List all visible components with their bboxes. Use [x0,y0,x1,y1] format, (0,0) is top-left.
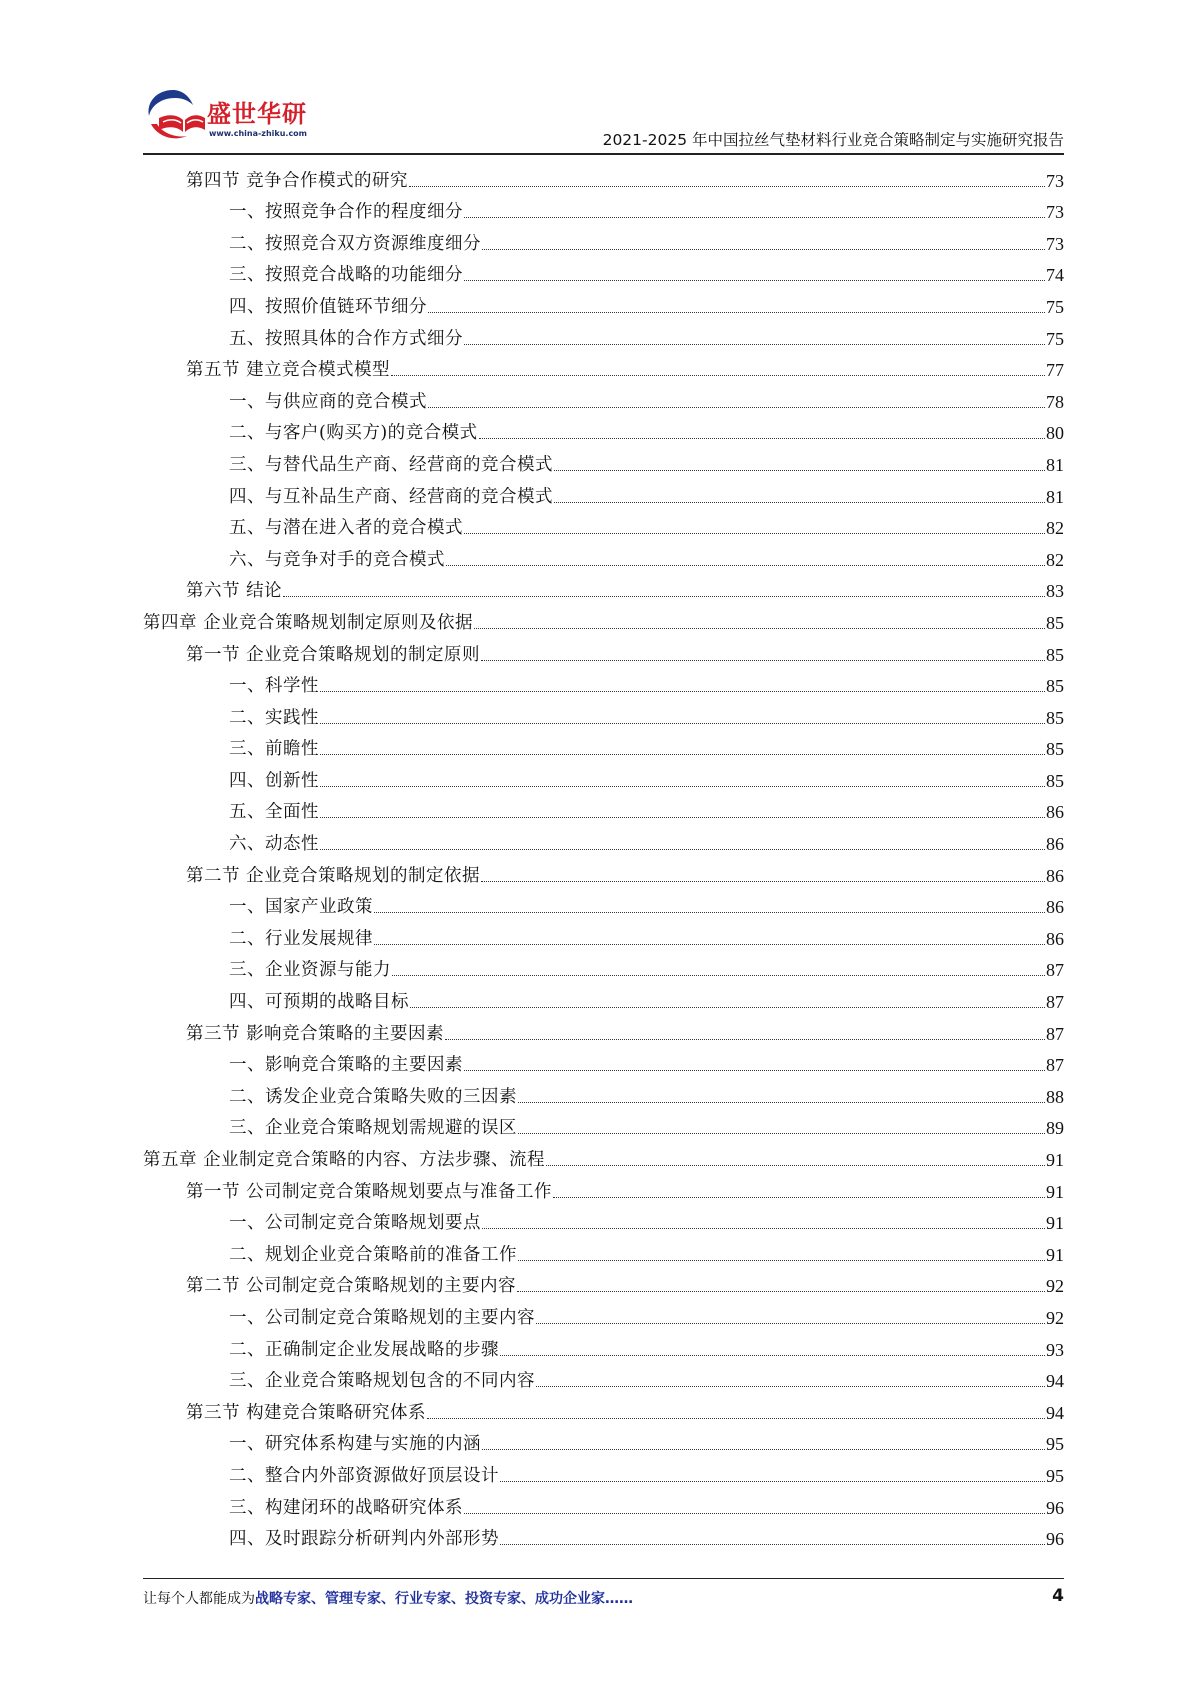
toc-entry[interactable] [143,981,1064,1013]
toc-entry-label: 二、与客户(购买方)的竞合模式 [229,423,478,444]
toc-entry-page: 94 [1046,1371,1064,1392]
toc-entry[interactable] [143,1013,1064,1045]
toc-entry[interactable] [143,255,1064,287]
toc-entry-label: 三、企业竞合策略规划需规避的误区 [229,1118,517,1139]
toc-entry[interactable] [143,381,1064,413]
toc-leader-dots [320,754,1045,755]
toc-entry[interactable] [143,887,1064,919]
toc-leader-dots [374,944,1045,945]
toc-entry[interactable] [143,1424,1064,1456]
toc-entry-label: 第四节 竞争合作模式的研究 [186,170,409,191]
toc-entry-label: 第四章 企业竞合策略规划制定原则及依据 [143,612,474,633]
toc-entry[interactable] [143,350,1064,382]
toc-leader-dots [464,344,1045,345]
toc-entry-label: 二、规划企业竞合策略前的准备工作 [229,1244,517,1265]
brand-name: 盛世华研 [207,100,307,128]
toc-entry-page: 81 [1046,486,1064,507]
toc-entry-page: 96 [1046,1497,1064,1518]
toc-entry[interactable] [143,666,1064,698]
toc-entry[interactable] [143,1203,1064,1235]
toc-entry-label: 第五章 企业制定竞合策略的内容、方法步骤、流程 [143,1150,546,1170]
toc-entry-page: 82 [1046,549,1064,570]
toc-leader-dots [518,1260,1045,1261]
toc-entry-page: 77 [1046,360,1064,381]
toc-leader-dots [481,881,1045,882]
toc-leader-dots [391,375,1045,376]
table-of-contents [143,160,1064,1550]
toc-entry-page: 81 [1046,454,1064,475]
toc-entry-label: 第二节 企业竞合策略规划的制定依据 [186,865,481,886]
toc-entry-label: 第三节 构建竞合策略研究体系 [186,1402,427,1423]
footer-slogan-prefix: 让每个人都能成为 [143,1591,255,1607]
toc-entry[interactable] [143,508,1064,540]
toc-entry[interactable] [143,413,1064,445]
toc-leader-dots [428,312,1045,313]
toc-leader-dots [518,1133,1045,1134]
toc-leader-dots [517,1291,1045,1292]
toc-entry-label: 第六节 结论 [186,581,283,602]
toc-leader-dots [482,1228,1045,1229]
toc-entry-label: 一、科学性 [229,676,319,697]
toc-leader-dots [409,186,1045,187]
toc-entry-page: 92 [1046,1307,1064,1328]
toc-leader-dots [479,438,1045,439]
toc-entry[interactable] [143,697,1064,729]
toc-entry[interactable] [143,1266,1064,1298]
toc-entry-label: 二、整合内外部资源做好顶层设计 [229,1465,499,1486]
toc-leader-dots [320,691,1045,692]
toc-entry[interactable] [143,1171,1064,1203]
report-title: 2021-2025 年中国拉丝气垫材料行业竞合策略制定与实施研究报告 [602,131,1064,149]
toc-entry-label: 一、按照竞争合作的程度细分 [229,202,463,223]
toc-entry-label: 二、按照竞合双方资源维度细分 [229,233,481,254]
toc-entry-label: 六、与竞争对手的竞合模式 [229,549,445,570]
toc-entry[interactable] [143,792,1064,824]
toc-entry-page: 92 [1046,1276,1064,1297]
toc-entry-page: 91 [1046,1244,1064,1265]
toc-entry-label: 一、与供应商的竞合模式 [229,391,427,412]
toc-entry-label: 第一节 公司制定竞合策略规划要点与准备工作 [186,1181,553,1202]
toc-entry-label: 五、与潜在进入者的竞合模式 [229,518,463,539]
header-divider [143,153,1064,155]
toc-entry-label: 一、公司制定竞合策略规划的主要内容 [229,1307,535,1328]
toc-entry[interactable] [143,1108,1064,1140]
toc-entry[interactable] [143,1139,1064,1171]
toc-leader-dots [474,628,1045,629]
toc-entry-label: 四、可预期的战略目标 [229,992,409,1013]
toc-entry-page: 93 [1046,1339,1064,1360]
toc-leader-dots [445,1039,1045,1040]
toc-leader-dots [464,1070,1045,1071]
toc-entry[interactable] [143,1455,1064,1487]
toc-entry-page: 73 [1046,202,1064,223]
toc-leader-dots [392,975,1045,976]
toc-leader-dots [518,1102,1045,1103]
toc-entry-page: 85 [1046,644,1064,665]
toc-leader-dots [500,1544,1045,1545]
toc-entry[interactable] [143,1076,1064,1108]
toc-entry[interactable] [143,1329,1064,1361]
logo-emblem-icon [143,84,207,146]
toc-leader-dots [410,1007,1045,1008]
toc-entry-label: 第一节 企业竞合策略规划的制定原则 [186,644,481,665]
toc-entry-page: 87 [1046,1023,1064,1044]
toc-entry-page: 83 [1046,581,1064,602]
toc-leader-dots [374,912,1045,913]
toc-entry-page: 96 [1046,1529,1064,1550]
toc-entry[interactable] [143,571,1064,603]
toc-entry-page: 82 [1046,518,1064,539]
toc-entry-label: 五、全面性 [229,802,319,823]
toc-entry-page: 75 [1046,328,1064,349]
toc-leader-dots [536,1323,1045,1324]
toc-entry-label: 第三节 影响竞合策略的主要因素 [186,1023,445,1044]
toc-entry-page: 85 [1046,739,1064,760]
toc-entry-label: 三、与替代品生产商、经营商的竞合模式 [229,454,553,475]
toc-entry[interactable] [143,760,1064,792]
brand-url: www.china-zhiku.com [209,129,308,138]
toc-entry-page: 91 [1046,1150,1064,1170]
toc-entry-page: 86 [1046,928,1064,949]
toc-entry-label: 二、行业发展规律 [229,928,373,949]
toc-entry-page: 87 [1046,1055,1064,1076]
footer-slogan-roles: 战略专家、管理专家、行业专家、投资专家、成功企业家…… [255,1591,633,1607]
toc-entry-page: 88 [1046,1086,1064,1107]
toc-leader-dots [428,407,1045,408]
toc-entry-label: 二、正确制定企业发展战略的步骤 [229,1339,499,1360]
toc-entry-page: 95 [1046,1465,1064,1486]
toc-entry-page: 78 [1046,391,1064,412]
toc-entry-label: 一、研究体系构建与实施的内涵 [229,1434,481,1455]
toc-leader-dots [500,1355,1045,1356]
toc-leader-dots [546,1165,1045,1166]
page-header [0,0,1191,150]
toc-entry[interactable] [143,476,1064,508]
toc-entry[interactable] [143,1392,1064,1424]
toc-entry[interactable] [143,286,1064,318]
toc-entry[interactable] [143,729,1064,761]
toc-entry-page: 91 [1046,1181,1064,1202]
toc-entry[interactable] [143,192,1064,224]
toc-entry-label: 四、与互补品生产商、经营商的竞合模式 [229,486,553,507]
toc-leader-dots [320,786,1045,787]
toc-entry-label: 三、按照竞合战略的功能细分 [229,265,463,286]
footer-divider [143,1578,1064,1579]
page-footer [143,1588,1064,1612]
toc-entry-label: 三、构建闭环的战略研究体系 [229,1497,463,1518]
toc-entry-label: 二、实践性 [229,707,319,728]
toc-entry-label: 四、按照价值链环节细分 [229,296,427,317]
toc-entry[interactable] [143,918,1064,950]
toc-entry-label: 一、影响竞合策略的主要因素 [229,1055,463,1076]
toc-entry-page: 86 [1046,834,1064,855]
toc-leader-dots [464,533,1045,534]
toc-entry-page: 85 [1046,707,1064,728]
toc-leader-dots [553,1197,1045,1198]
toc-entry-label: 第二节 公司制定竞合策略规划的主要内容 [186,1276,517,1297]
toc-entry-label: 一、国家产业政策 [229,897,373,918]
toc-leader-dots [446,565,1045,566]
toc-entry-page: 86 [1046,802,1064,823]
toc-entry-page: 87 [1046,960,1064,981]
toc-entry[interactable] [143,1487,1064,1519]
toc-entry-page: 86 [1046,865,1064,886]
toc-entry-label: 四、及时跟踪分析研判内外部形势 [229,1529,499,1550]
toc-entry[interactable] [143,950,1064,982]
toc-entry[interactable] [143,444,1064,476]
toc-entry-label: 三、企业竞合策略规划包含的不同内容 [229,1371,535,1392]
toc-entry[interactable] [143,634,1064,666]
toc-entry-page: 74 [1046,265,1064,286]
toc-entry[interactable] [143,1297,1064,1329]
toc-leader-dots [481,660,1045,661]
toc-entry-page: 89 [1046,1118,1064,1139]
toc-leader-dots [464,1513,1045,1514]
toc-leader-dots [536,1386,1045,1387]
toc-entry-page: 80 [1046,423,1064,444]
toc-entry-page: 73 [1046,170,1064,191]
toc-leader-dots [482,1449,1045,1450]
toc-entry-page: 91 [1046,1213,1064,1234]
toc-leader-dots [464,217,1045,218]
toc-entry-page: 85 [1046,676,1064,697]
toc-entry-label: 四、创新性 [229,770,319,791]
toc-entry[interactable] [143,1234,1064,1266]
toc-leader-dots [464,280,1045,281]
toc-entry[interactable] [143,602,1064,634]
toc-entry-label: 五、按照具体的合作方式细分 [229,328,463,349]
toc-entry-label: 六、动态性 [229,834,319,855]
toc-entry-page: 87 [1046,992,1064,1013]
toc-leader-dots [283,596,1045,597]
toc-entry-page: 95 [1046,1434,1064,1455]
toc-entry[interactable] [143,823,1064,855]
toc-leader-dots [427,1418,1045,1419]
toc-entry-page: 94 [1046,1402,1064,1423]
toc-entry[interactable] [143,855,1064,887]
toc-entry-label: 三、前瞻性 [229,739,319,760]
toc-leader-dots [554,502,1045,503]
toc-entry-page: 75 [1046,296,1064,317]
toc-entry-label: 三、企业资源与能力 [229,960,391,981]
toc-leader-dots [500,1481,1045,1482]
page-number: 4 [1052,1586,1064,1606]
toc-entry[interactable] [143,160,1064,192]
toc-leader-dots [482,249,1045,250]
toc-entry[interactable] [143,1519,1064,1551]
toc-entry-page: 86 [1046,897,1064,918]
toc-leader-dots [320,849,1045,850]
toc-entry-label: 二、诱发企业竞合策略失败的三因素 [229,1086,517,1107]
toc-entry[interactable] [143,539,1064,571]
toc-entry-page: 73 [1046,233,1064,254]
toc-leader-dots [554,470,1045,471]
toc-entry[interactable] [143,1045,1064,1077]
toc-entry-page: 85 [1046,612,1064,633]
toc-entry-label: 一、公司制定竞合策略规划要点 [229,1213,481,1234]
toc-leader-dots [320,723,1045,724]
toc-leader-dots [320,817,1045,818]
toc-entry-page: 85 [1046,770,1064,791]
toc-entry[interactable] [143,318,1064,350]
brand-logo [143,84,323,146]
toc-entry[interactable] [143,223,1064,255]
toc-entry[interactable] [143,1361,1064,1393]
toc-entry-label: 第五节 建立竞合模式模型 [186,360,391,381]
